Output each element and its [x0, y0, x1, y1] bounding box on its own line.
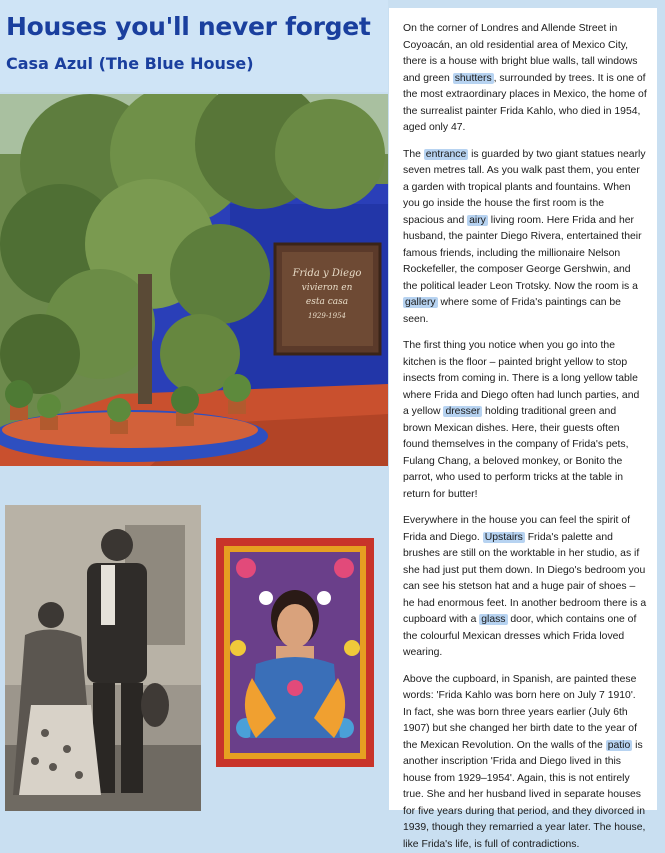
- paragraph-text: where some of Frida's paintings can be seen.: [403, 297, 621, 325]
- highlighted-vocabulary-word: glass: [479, 614, 507, 625]
- page-subtitle: Casa Azul (The Blue House): [6, 54, 254, 73]
- article-paragraph: [403, 338, 647, 503]
- frida-self-portrait-painting: [216, 538, 374, 767]
- article-paragraph: [403, 21, 647, 137]
- paragraph-text: is guarded by two giant statues nearly seven metres tall. As you walk past them, you enter a garden with tropical plants and fountains. When you go inside the house the first room is the spacious and: [403, 149, 646, 226]
- paragraph-text: Everywhere in the house you can feel the spirit of Frida and Diego.: [403, 515, 630, 543]
- highlighted-vocabulary-word: patio: [606, 740, 633, 751]
- frida-diego-photo: [5, 505, 201, 811]
- sign-line: vivieron en: [302, 283, 353, 293]
- paragraph-text: living room. Here Frida and her husband, the painter Diego Rivera, entertained their famous friends, including the millionaire Nelson Rockefeller, the composer George Gershwin, and the political leader Leon Trotsky. Now the room is a: [403, 215, 642, 292]
- paragraph-text: On the corner of Londres and Allende Street in Coyoacán, an old residential area of Mexico City, there is a house with bright blue walls, tall windows and green: [403, 23, 638, 84]
- paragraph-text: The: [403, 149, 424, 160]
- paragraph-text: The first thing you notice when you go into the kitchen is the floor – painted bright yellow to stop insects from coming in. There is a long yellow table where Frida and Diego often had lunch parties, and a yellow: [403, 340, 639, 417]
- article-paragraph: [403, 672, 647, 853]
- highlighted-vocabulary-word: airy: [467, 215, 488, 226]
- highlighted-vocabulary-word: gallery: [403, 297, 438, 308]
- paragraph-text: door, which contains one of the colourful Mexican dresses which Frida loved wearing.: [403, 614, 636, 658]
- blue-house-garden-photo: [0, 94, 388, 466]
- page-title: Houses you'll never forget: [6, 12, 371, 41]
- sign-line: 1929-1954: [308, 312, 346, 320]
- highlighted-vocabulary-word: entrance: [424, 149, 468, 160]
- highlighted-vocabulary-word: shutters: [453, 73, 494, 84]
- highlighted-vocabulary-word: dresser: [443, 406, 482, 417]
- article-text-column: [389, 8, 657, 810]
- sign-line: Frida y Diego: [292, 268, 362, 279]
- article-paragraph: [403, 147, 647, 329]
- highlighted-vocabulary-word: Upstairs: [483, 532, 525, 543]
- title-band: [0, 0, 388, 92]
- paragraph-text: , surrounded by trees. It is one of the most extraordinary places in Mexico, the home of the surrealist painter Frida Kahlo, who died in 1954, aged only 47.: [403, 73, 647, 134]
- sign-line: esta casa: [306, 297, 348, 307]
- paragraph-text: holding traditional green and brown Mexican dishes. Here, their guests often found themselves in the company of Frida's pets, Fulang Chang, a beloved monkey, or Bonito the parrot, who used to perform tricks at the table in return for butter!: [403, 406, 629, 500]
- paragraph-text: Above the cupboard, in Spanish, are painted these words: 'Frida Kahlo was born here on July 7 1910'. In fact, she was born three years earlier (July 6th 1907) but she changed her birth date to the year of the Mexican Revolution. On the walls of the: [403, 674, 637, 751]
- article-paragraph: [403, 513, 647, 662]
- paragraph-text: Frida's palette and brushes are still on the worktable in her studio, as if she had just put them down. In Diego's bedroom you can see his stetson hat and a huge pair of shoes – he had enormous feet. In another bedroom there is a cupboard with a: [403, 532, 646, 626]
- paragraph-text: is another inscription 'Frida and Diego lived in this house from 1929–1954'. Again, this is not entirely true. She and her husband lived in separate houses for five years during that period, and they divorced in 1939, though they remarried a year later. The house, like Frida's life, is full of contradictions.: [403, 740, 645, 850]
